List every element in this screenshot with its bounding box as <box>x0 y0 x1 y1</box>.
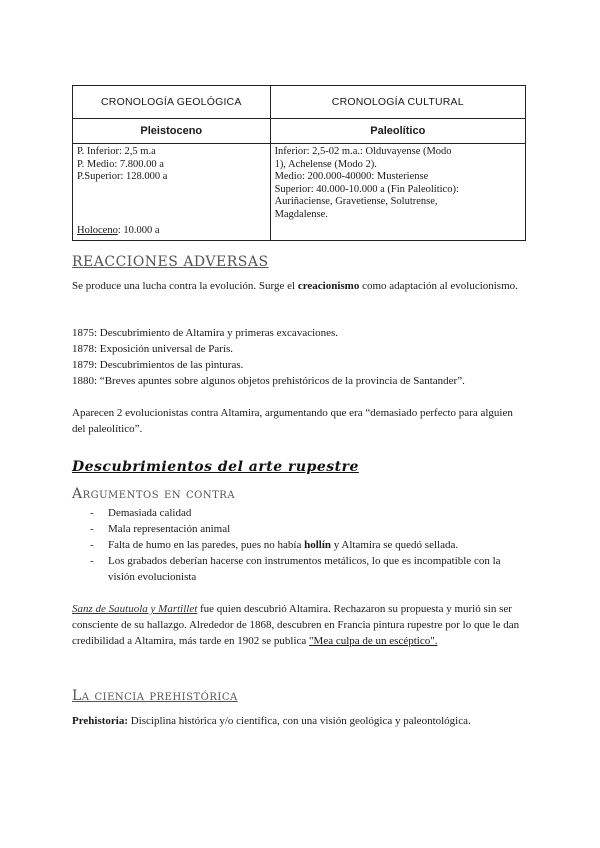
text-run: Mala representación animal <box>108 523 231 535</box>
table-line: P. Inferior: 2,5 m.a <box>77 146 156 157</box>
section-title-reacciones: REACCIONES ADVERSAS <box>72 254 269 270</box>
section-subtitle-argumentos: Argumentos en contra <box>72 486 236 502</box>
table-subheader-paleolitico: Paleolítico <box>270 119 525 144</box>
bold-term: creacionismo <box>297 280 360 292</box>
paragraph-evolucionistas: Aparecen 2 evolucionistas contra Altamira, argumentando que era “demasiado perfecto para alguien del paleolítico”. <box>72 407 513 435</box>
table-cell-cultural-periods <box>270 144 525 241</box>
publication-title: "Mea culpa de un escéptico". <box>309 635 438 647</box>
paragraph-prehistoria <box>72 713 522 729</box>
table-line: Magdalense. <box>274 208 328 220</box>
table-cell-geological-periods <box>73 144 271 241</box>
text-run: Demasiada calidad <box>108 507 192 519</box>
arguments-list <box>88 505 518 585</box>
text-run: Disciplina histórica y/o científica, con una visión geológica y paleontológica. <box>128 715 471 727</box>
table-line: Superior: 40.000-10.000 a (Fin Paleolítico): <box>274 183 459 195</box>
list-item <box>88 521 518 537</box>
section-title-descubrimientos: Descubrimientos del arte rupestre <box>72 459 359 475</box>
paragraph-sautuola <box>72 601 522 649</box>
table-line: Auriñaciense, Gravetiense, Solutrense, <box>274 196 438 207</box>
date-line: 1878: Exposición universal de París. <box>72 343 234 355</box>
paragraph-creacionismo <box>72 278 522 294</box>
table-line: 1), Achelense (Modo 2). <box>274 158 377 170</box>
table-header-geological: CRONOLOGÍA GEOLÓGICA <box>73 86 271 119</box>
table-line: P.Superior: 128.000 a <box>77 171 168 182</box>
date-line: 1879: Descubrimientos de las pinturas. <box>72 359 244 371</box>
text-run: como adaptación al evolucionismo. <box>359 280 518 292</box>
list-item <box>88 505 518 521</box>
holoceno-label: Holoceno <box>77 224 118 236</box>
text-run: Falta de humo en las paredes, pues no había <box>108 539 305 551</box>
bold-term: Prehistoria: <box>72 715 129 727</box>
table-subheader-pleistoceno: Pleistoceno <box>73 119 271 144</box>
table-header-cultural: CRONOLOGÍA CULTURAL <box>270 86 525 119</box>
list-item <box>88 537 518 553</box>
table-line: Medio: 200.000-40000: Musteriense <box>274 171 429 182</box>
text-run: y Altamira se quedó sellada. <box>331 539 459 551</box>
list-item <box>88 553 518 585</box>
holoceno-line <box>77 225 160 238</box>
bold-term: hollín <box>304 539 332 551</box>
holoceno-value: : 10.000 a <box>117 224 160 236</box>
section-title-ciencia: La ciencia prehistórica <box>72 688 238 704</box>
text-run: Se produce una lucha contra la evolución. Surge el <box>72 280 298 292</box>
handwritten-names: Sanz de Sautuola y Martillet <box>72 603 198 615</box>
date-line: 1880: “Breves apuntes sobre algunos objetos prehistóricos de la provincia de Santander”. <box>72 375 465 387</box>
table-line: Inferior: 2,5-02 m.a.: Olduvayense (Modo <box>274 146 452 157</box>
table-line: P. Medio: 7.800.00 a <box>77 158 164 170</box>
chronology-table <box>72 85 526 241</box>
date-line: 1875: Descubrimiento de Altamira y primeras excavaciones. <box>72 327 339 339</box>
text-run: Los grabados deberían hacerse con instrumentos metálicos, lo que es incompatible con la visión evolucionista <box>108 555 501 583</box>
dates-list <box>72 325 522 389</box>
text-run: fue quien descubrió Altamira. Rechazaron su propuesta y murió sin ser consciente de su hallazgo. Alrededor de 1868, descubren en Francia pintura rupestre por lo que le dan credibilidad a Altamira, más tarde en 1902 se publica <box>72 603 520 647</box>
